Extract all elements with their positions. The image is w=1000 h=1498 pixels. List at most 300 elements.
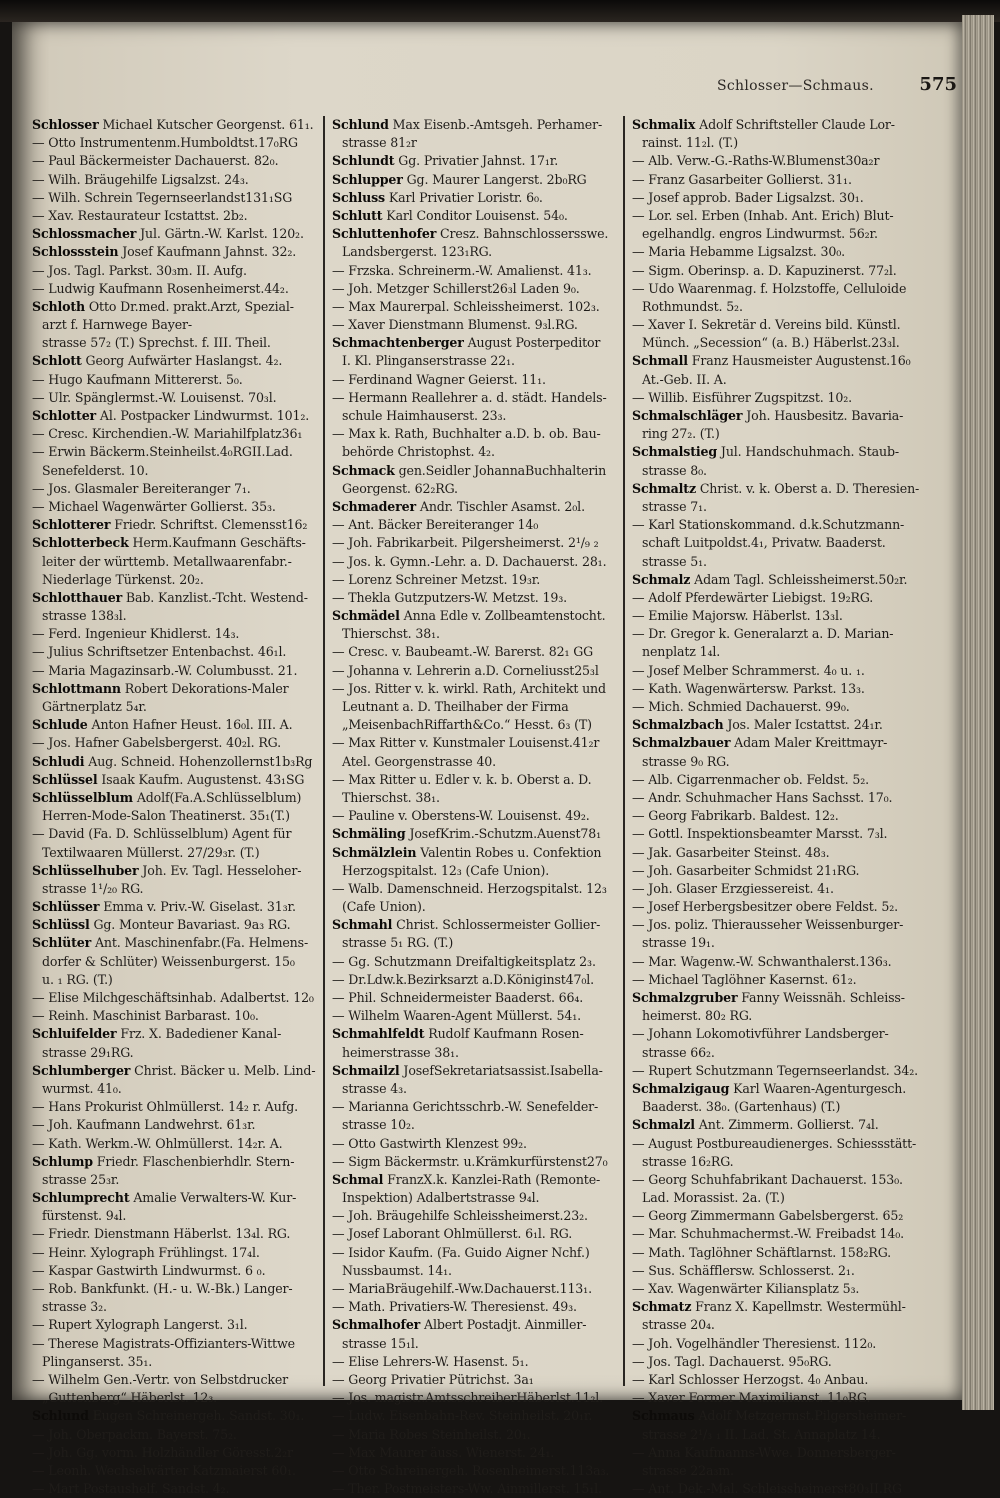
entry-text: Thierschst. 38₁. xyxy=(342,626,440,642)
directory-entry-line xyxy=(332,1444,620,1462)
surname-heading: Schlotterbeck xyxy=(32,535,129,551)
entry-text: — Ludwig Kaufmann Rosenheimerst.44₂. xyxy=(32,280,289,296)
entry-text: strasse 3₂. xyxy=(42,1299,107,1315)
directory-entry-line xyxy=(32,1225,320,1243)
entry-text: Textilwaaren Müllerst. 27/29₃r. (T.) xyxy=(42,844,260,860)
directory-entry-line xyxy=(632,1298,920,1316)
entry-text: — Heinr. Xylograph Frühlingst. 17₄l. xyxy=(32,1244,260,1260)
directory-entry-line xyxy=(632,498,920,516)
entry-text: — Max Ritter v. Kunstmaler Louisenst.41₂r xyxy=(332,735,600,751)
entry-text: fürstenst. 9₄l. xyxy=(42,1208,127,1224)
entry-text: strasse 1¹/₂₀ RG. xyxy=(42,880,144,896)
directory-entry-line xyxy=(332,1062,620,1080)
directory-entry-line xyxy=(32,189,320,207)
directory-entry-line xyxy=(332,334,620,352)
entry-text: — Reinh. Maschinist Barbarast. 10₀. xyxy=(32,1008,259,1024)
surname-heading: Schlotthauer xyxy=(32,589,123,605)
entry-text: strasse 15₁l. xyxy=(342,1335,419,1351)
directory-entry-line xyxy=(632,753,920,771)
directory-entry-line xyxy=(32,1407,320,1425)
directory-entry-line xyxy=(332,1116,620,1134)
directory-entry-line xyxy=(332,171,620,189)
entry-text: Adolf Schriftsteller Claude Lor- xyxy=(695,117,895,132)
entry-text: — Ther. Postmeisters-Ww. Ainmillerst. 15₁l. xyxy=(332,1481,602,1497)
entry-text: — Therese Magistrats-Offizianters-Wittwe xyxy=(32,1335,295,1351)
surname-heading: Schlotterer xyxy=(32,517,111,533)
entry-text: Rudolf Kaufmann Rosen- xyxy=(424,1026,584,1042)
entry-text: strasse 2¹/₃ ₁ II. Lad. St. Annaplatz 14. xyxy=(642,1426,881,1442)
directory-entry-line xyxy=(632,316,920,334)
column-3 xyxy=(632,116,920,1497)
directory-entry-line xyxy=(632,716,920,734)
surname-heading: Schmahlfeldt xyxy=(332,1026,425,1042)
directory-entry-line xyxy=(32,698,320,716)
directory-entry-line xyxy=(32,862,320,880)
surname-heading: Schlott xyxy=(32,353,82,369)
directory-entry-line xyxy=(32,1280,320,1298)
entry-text: Senefelderst. 10. xyxy=(42,462,149,478)
page-header xyxy=(717,74,957,100)
directory-entry-line xyxy=(32,625,320,643)
entry-text: — Jos. Tagl. Parkst. 30₃m. II. Aufg. xyxy=(32,262,247,278)
entry-text: — Sigm Bäckermstr. u.Krämkurfürstenst27₀ xyxy=(332,1153,608,1169)
surname-heading: Schmall xyxy=(632,353,688,369)
surname-heading: Schmal xyxy=(332,1171,384,1187)
entry-text: strasse 57₂ (T.) Sprechst. f. III. Theil. xyxy=(42,335,271,351)
surname-heading: Schlotter xyxy=(32,408,97,423)
entry-text: schule Haimhauserst. 23₃. xyxy=(342,408,507,423)
entry-text: Andr. Tischler Asamst. 2₀l. xyxy=(416,498,585,514)
entry-text: At.-Geb. II. A. xyxy=(642,371,727,387)
surname-heading: Schluifelder xyxy=(32,1026,117,1042)
directory-entry-line xyxy=(632,825,920,843)
directory-entry-line xyxy=(332,1262,620,1280)
entry-text: — Elise Lehrers-W. Hasenst. 5₁. xyxy=(332,1353,529,1369)
directory-entry-line xyxy=(632,1353,920,1371)
directory-entry-line xyxy=(632,1153,920,1171)
directory-entry-line xyxy=(32,516,320,534)
entry-text: Friedr. Schriftst. Clemensst16₂ xyxy=(110,517,308,533)
directory-entry-line xyxy=(32,934,320,952)
entry-text: arzt f. Harnwege Bayer- xyxy=(42,317,192,333)
directory-entry-line xyxy=(632,1262,920,1280)
surname-heading: Schmalstieg xyxy=(632,444,718,460)
surname-heading: Schlüssl xyxy=(32,917,90,933)
directory-entry-line xyxy=(332,1353,620,1371)
directory-entry-line xyxy=(32,225,320,243)
directory-entry-line xyxy=(32,116,320,134)
directory-entry-line xyxy=(332,1025,620,1043)
entry-text: — Georg Fabrikarb. Baldest. 12₂. xyxy=(632,808,839,824)
directory-entry-line xyxy=(32,498,320,516)
surname-heading: Schluss xyxy=(332,189,385,205)
directory-entry-line xyxy=(632,462,920,480)
entry-text: — Xav. Restaurateur Icstattst. 2b₂. xyxy=(32,207,248,223)
directory-entry-line xyxy=(632,1316,920,1334)
entry-text: Gg. Maurer Langerst. 2b₀RG xyxy=(402,171,587,187)
entry-text: strasse 81₂r xyxy=(342,135,417,151)
directory-entry-line xyxy=(632,1116,920,1134)
entry-text: Isaak Kaufm. Augustenst. 43₁SG xyxy=(97,771,305,787)
directory-entry-line xyxy=(632,243,920,261)
entry-text: — Julius Schriftsetzer Entenbachst. 46₁l. xyxy=(32,644,287,660)
entry-text: — Ludw. Eisenbahn-Rev. Steinheilst. 20₁r. xyxy=(332,1408,593,1424)
entry-text: Adolf(Fa.A.Schlüsselblum) xyxy=(132,789,302,805)
directory-entry-line xyxy=(332,1244,620,1262)
entry-text: — Georg Privatier Pütrichst. 3a₁ xyxy=(332,1371,534,1387)
entry-text: Nussbaumst. 14₁. xyxy=(342,1262,452,1278)
directory-entry-line xyxy=(32,462,320,480)
directory-entry-line xyxy=(332,534,620,552)
column-1 xyxy=(32,116,320,1497)
entry-text: Ant. Zimmerm. Gollierst. 7₄l. xyxy=(694,1117,879,1133)
entry-text: strasse 8₀. xyxy=(642,462,707,478)
column-rule xyxy=(323,116,325,1386)
directory-entry-line xyxy=(632,1480,920,1498)
entry-text: egelhandlg. engros Lindwurmst. 56₂r. xyxy=(642,226,878,242)
directory-entry-line xyxy=(32,844,320,862)
surname-heading: Schlossmacher xyxy=(32,226,137,242)
entry-text: Valentin Robes u. Confektion xyxy=(416,844,602,860)
entry-text: rainst. 11₂l. (T.) xyxy=(642,135,738,151)
surname-heading: Schmaderer xyxy=(332,498,417,514)
entry-text: schaft Luitpoldst.4₁, Privatw. Baaderst. xyxy=(642,535,886,551)
directory-entry-line xyxy=(332,698,620,716)
entry-text: — Maria Hebamme Ligsalzst. 30₀. xyxy=(632,244,845,260)
entry-text: strasse 20₄. xyxy=(642,1317,715,1333)
directory-entry-line xyxy=(32,443,320,461)
directory-entry-line xyxy=(332,1189,620,1207)
directory-entry-line xyxy=(632,953,920,971)
entry-text: — Otto Instrumentenm.Humboldtst.17₀RG xyxy=(32,135,298,151)
entry-text: Al. Postpacker Lindwurmst. 101₂. xyxy=(96,408,310,423)
directory-entry-line xyxy=(332,516,620,534)
directory-entry-line xyxy=(632,989,920,1007)
entry-text: strasse 29₁RG. xyxy=(42,1044,134,1060)
entry-text: Gärtnerplatz 5₄r. xyxy=(42,699,147,714)
entry-text: — Joh. Glaser Erzgiessereist. 4₁. xyxy=(632,880,834,896)
surname-heading: Schlüter xyxy=(32,935,92,951)
directory-entry-line xyxy=(32,262,320,280)
entry-text: — Otto Schreinergeh. Rosenheimerst.113a₃. xyxy=(332,1462,610,1478)
directory-entry-line xyxy=(332,262,620,280)
entry-text: Niederlage Türkenst. 20₂. xyxy=(42,571,204,587)
entry-text: — Otto Gastwirth Klenzest 99₂. xyxy=(332,1135,527,1151)
directory-entry-line xyxy=(632,1135,920,1153)
page-number: 575 xyxy=(919,74,957,95)
surname-heading: Schmalzbach xyxy=(632,717,724,733)
directory-entry-line xyxy=(632,389,920,407)
surname-heading: Schlossstein xyxy=(32,244,119,260)
directory-entry-line xyxy=(32,371,320,389)
directory-entry-line xyxy=(332,225,620,243)
entry-text: Albert Postadjt. Ainmiller- xyxy=(420,1317,587,1333)
directory-entry-line xyxy=(32,480,320,498)
entry-text: „MeisenbachRiffarth&Co.“ Hesst. 6₃ (T) xyxy=(342,717,592,733)
entry-text: — Alb. Verw.-G.-Raths-W.Blumenst30a₂r xyxy=(632,153,880,169)
entry-text: — Cresc. Kirchendien.-W. Mariahilfplatz36₁ xyxy=(32,426,303,442)
directory-entry-line xyxy=(632,171,920,189)
directory-entry-line xyxy=(32,316,320,334)
entry-text: — Joh. Gasarbeiter Schmidst 21₁RG. xyxy=(632,862,860,878)
entry-text: — Gottl. Inspektionsbeamter Marsst. 7₃l. xyxy=(632,826,888,842)
directory-entry-line xyxy=(32,1207,320,1225)
directory-entry-line xyxy=(632,1244,920,1262)
entry-text: — Georg Schuhfabrikant Dachauerst. 153₀. xyxy=(632,1171,903,1187)
entry-text: wurmst. 41₀. xyxy=(42,1080,122,1096)
entry-text: Inspektion) Adalbertstrasse 9₄l. xyxy=(342,1190,540,1206)
directory-entry-line xyxy=(32,1025,320,1043)
entry-text: August Posterpeditor xyxy=(463,335,601,351)
directory-entry-line xyxy=(332,916,620,934)
directory-entry-line xyxy=(32,1153,320,1171)
entry-text: — Maria Robes Steinheilst. 20₁. xyxy=(332,1426,531,1442)
entry-text: — Joh. Gg. vorm. Holzhändler Göresst.2₂r xyxy=(32,1444,293,1460)
entry-text: Herzogspitalst. 12₃ (Cafe Union). xyxy=(342,862,550,878)
entry-text: u. ₁ RG. (T.) xyxy=(42,971,113,987)
directory-entry-line xyxy=(32,734,320,752)
directory-entry-line xyxy=(632,280,920,298)
directory-entry-line xyxy=(332,189,620,207)
directory-entry-line xyxy=(32,753,320,771)
entry-text: — Mich. Schmied Dachauerst. 99₀. xyxy=(632,699,850,714)
entry-text: — Gg. Schutzmann Dreifaltigkeitsplatz 2₃. xyxy=(332,953,596,969)
entry-text: — Lor. sel. Erben (Inhab. Ant. Erich) Blut- xyxy=(632,207,894,223)
entry-text: Aug. Schneid. Hohenzollernst1b₃Rg xyxy=(84,753,313,769)
directory-entry-line xyxy=(632,1044,920,1062)
surname-heading: Schlüsselhuber xyxy=(32,862,139,878)
surname-heading: Schmatz xyxy=(632,1299,692,1315)
entry-text: (Cafe Union). xyxy=(342,899,426,915)
directory-entry-line xyxy=(332,407,620,425)
entry-text: — Xaver Dienstmann Blumenst. 9₃l.RG. xyxy=(332,317,578,333)
entry-text: JosefKrim.-Schutzm.Auenst78₁ xyxy=(405,826,602,842)
entry-text: Georg Aufwärter Haslangst. 4₂. xyxy=(81,353,283,369)
entry-text: — Sigm. Oberinsp. a. D. Kapuzinerst. 77₂l. xyxy=(632,262,897,278)
surname-heading: Schlüsselblum xyxy=(32,789,133,805)
surname-heading: Schmaus xyxy=(632,1408,695,1424)
surname-heading: Schlupper xyxy=(332,171,403,187)
column-rule xyxy=(623,116,625,1386)
entry-text: Joh. Ev. Tagl. Hesseloher- xyxy=(138,862,302,878)
entry-text: „Guttenberg“ Häberlst. 12₃. xyxy=(42,1390,218,1406)
directory-entry-line xyxy=(632,1407,920,1425)
surname-heading: Schmälzlein xyxy=(332,844,417,860)
directory-entry-line xyxy=(32,1316,320,1334)
column-2 xyxy=(332,116,620,1497)
surname-heading: Schlüsser xyxy=(32,899,100,915)
entry-text: — Xaver I. Sekretär d. Vereins bild. Künstl. xyxy=(632,317,901,333)
directory-entry-line xyxy=(32,1444,320,1462)
entry-text: — Udo Waarenmag. f. Holzstoffe, Celluloide xyxy=(632,280,907,296)
entry-text: — Walb. Damenschneid. Herzogspitalst. 12₃ xyxy=(332,880,607,896)
entry-text: Landsbergerst. 123₁RG. xyxy=(342,244,492,260)
directory-entry-line xyxy=(32,553,320,571)
directory-entry-line xyxy=(332,1480,620,1498)
directory-entry-line xyxy=(32,1426,320,1444)
entry-text: strasse 66₂. xyxy=(642,1044,715,1060)
directory-entry-line xyxy=(632,1444,920,1462)
directory-entry-line xyxy=(332,116,620,134)
directory-entry-line xyxy=(32,1462,320,1480)
directory-entry-line xyxy=(632,643,920,661)
entry-text: — Johann Lokomotivführer Landsberger- xyxy=(632,1026,889,1042)
directory-entry-line xyxy=(332,571,620,589)
entry-text: Münch. „Secession“ (a. B.) Häberlst.23₃l. xyxy=(642,335,900,351)
directory-entry-line xyxy=(32,1062,320,1080)
directory-entry-line xyxy=(32,607,320,625)
entry-text: — Wilhelm Waaren-Agent Müllerst. 54₁. xyxy=(332,1008,581,1024)
directory-entry-line xyxy=(32,207,320,225)
entry-text: — Marianna Gerichtsschrb.-W. Senefelder- xyxy=(332,1099,599,1115)
directory-entry-line xyxy=(332,280,620,298)
surname-heading: Schmailzl xyxy=(332,1062,400,1078)
directory-entry-line xyxy=(632,1225,920,1243)
directory-entry-line xyxy=(32,1116,320,1134)
entry-text: Amalie Verwalters-W. Kur- xyxy=(129,1190,297,1206)
directory-entry-line xyxy=(32,1298,320,1316)
directory-entry-line xyxy=(332,443,620,461)
entry-text: Gg. Privatier Jahnst. 17₁r. xyxy=(394,153,559,169)
directory-entry-line xyxy=(332,1316,620,1334)
directory-entry-line xyxy=(632,425,920,443)
directory-entry-line xyxy=(332,1335,620,1353)
entry-text: Josef Kaufmann Jahnst. 32₂. xyxy=(118,244,297,260)
directory-entry-line xyxy=(32,680,320,698)
entry-text: — Wilh. Schrein Tegernseerlandst131₁SG xyxy=(32,189,293,205)
directory-entry-line xyxy=(32,389,320,407)
directory-entry-line xyxy=(632,680,920,698)
entry-text: — Karl Schlosser Herzogst. 4₀ Anbau. xyxy=(632,1371,869,1387)
entry-text: — Rupert Schutzmann Tegernseerlandst. 34₂. xyxy=(632,1062,918,1078)
entry-text: strasse 16₂RG. xyxy=(642,1153,734,1169)
directory-entry-line xyxy=(32,1353,320,1371)
entry-text: Christ. Schlossermeister Gollier- xyxy=(392,917,601,933)
directory-entry-line xyxy=(32,771,320,789)
directory-entry-line xyxy=(632,698,920,716)
entry-text: Christ. v. k. Oberst a. D. Theresien- xyxy=(695,480,920,496)
entry-text: — Jos. Tagl. Dachauerst. 95₀RG. xyxy=(632,1353,832,1369)
directory-entry-line xyxy=(332,352,620,370)
directory-entry-line xyxy=(332,1098,620,1116)
directory-entry-line xyxy=(332,953,620,971)
entry-text: leiter der württemb. Metallwaarenfabr.- xyxy=(42,553,292,569)
directory-entry-line xyxy=(332,1389,620,1407)
directory-entry-line xyxy=(332,716,620,734)
directory-entry-line xyxy=(32,298,320,316)
entry-text: — Kath. Werkm.-W. Ohlmüllerst. 14₂r. A. xyxy=(32,1135,283,1151)
directory-entry-line xyxy=(32,425,320,443)
directory-entry-line xyxy=(332,1298,620,1316)
entry-text: Ant. Maschinenfabr.(Fa. Helmens- xyxy=(91,935,309,951)
entry-text: — Johanna v. Lehrerin a.D. Corneliusst25₃l xyxy=(332,662,599,678)
entry-text: Franz Hausmeister Augustenst.16₀ xyxy=(687,353,911,369)
entry-text: strasse 138₃l. xyxy=(42,608,127,624)
entry-text: strasse 7₁. xyxy=(642,498,707,514)
entry-text: Friedr. Flaschenbierhdlr. Stern- xyxy=(92,1153,295,1169)
entry-text: — Andr. Schuhmacher Hans Sachsst. 17₀. xyxy=(632,789,893,805)
entry-text: Karl Privatier Loristr. 6₀. xyxy=(385,189,543,205)
directory-entry-line xyxy=(32,1044,320,1062)
directory-entry-line xyxy=(32,1135,320,1153)
entry-text: — Math. Taglöhner Schäftlarnst. 158₂RG. xyxy=(632,1244,892,1260)
entry-text: — Joh. Oberpackm. Bayerst. 75₂. xyxy=(32,1426,237,1442)
entry-text: — Elise Milchgeschäftsinhab. Adalbertst. 12₀ xyxy=(32,990,314,1005)
entry-text: strasse 5₁ RG. (T.) xyxy=(342,935,454,951)
directory-entry-line xyxy=(332,825,620,843)
entry-text: I. Kl. Plinganserstrasse 22₁. xyxy=(342,353,515,369)
entry-text: dorfer & Schlüter) Weissenburgerst. 15₀ xyxy=(42,953,295,969)
entry-text: behörde Christophst. 4₂. xyxy=(342,444,495,460)
scan-top-edge xyxy=(0,0,1000,22)
entry-text: — Xav. Wagenwärter Kiliansplatz 5₃. xyxy=(632,1281,860,1296)
directory-entry-line xyxy=(332,844,620,862)
entry-text: — Max Ritter u. Edler v. k. b. Oberst a. D. xyxy=(332,771,592,787)
directory-entry-line xyxy=(632,625,920,643)
directory-entry-line xyxy=(32,898,320,916)
directory-entry-line xyxy=(32,662,320,680)
directory-entry-line xyxy=(632,407,920,425)
directory-entry-line xyxy=(632,152,920,170)
entry-text: heimerstrasse 38₁. xyxy=(342,1044,459,1060)
directory-entry-line xyxy=(332,1225,620,1243)
directory-entry-line xyxy=(332,643,620,661)
entry-text: strasse 22a₃m. xyxy=(642,1462,734,1478)
surname-heading: Schlund xyxy=(332,117,389,132)
entry-text: — Dr. Gregor k. Generalarzt a. D. Marian- xyxy=(632,626,894,642)
directory-entry-line xyxy=(632,1462,920,1480)
entry-text: — Josef Laborant Ohlmüllerst. 6₁l. RG. xyxy=(332,1226,573,1242)
page-stack-edge xyxy=(962,15,994,1410)
entry-text: Christ. Bäcker u. Melb. Lind- xyxy=(130,1062,316,1078)
directory-entry-line xyxy=(632,844,920,862)
entry-text: — Ant. Dek.-Mal. Schleissheimerst80₃II.RG xyxy=(632,1481,902,1497)
directory-entry-line xyxy=(632,207,920,225)
directory-entry-line xyxy=(332,1044,620,1062)
directory-entry-line xyxy=(332,771,620,789)
surname-heading: Schmachtenberger xyxy=(332,335,464,351)
directory-entry-line xyxy=(32,916,320,934)
directory-entry-line xyxy=(632,607,920,625)
directory-entry-line xyxy=(332,152,620,170)
entry-text: — Joh. Fabrikarbeit. Pilgersheimerst. 2¹/₉ ₂ xyxy=(332,535,599,551)
surname-heading: Schmalhofer xyxy=(332,1317,421,1333)
directory-entry-line xyxy=(32,1189,320,1207)
entry-text: Atel. Georgenstrasse 40. xyxy=(342,753,497,769)
entry-text: — Mar. Wagenw.-W. Schwanthalerst.136₃. xyxy=(632,953,892,969)
entry-text: — Jos. k. Gymn.-Lehr. a. D. Dachauerst. 28₁. xyxy=(332,553,607,569)
directory-entry-line xyxy=(632,189,920,207)
directory-entry-line xyxy=(632,1207,920,1225)
directory-entry-line xyxy=(332,243,620,261)
entry-text: — Phil. Schneidermeister Baaderst. 66₄. xyxy=(332,990,584,1005)
entry-text: — Joh. Vogelhändler Theresienst. 112₀. xyxy=(632,1335,877,1351)
directory-entry-line xyxy=(32,134,320,152)
entry-text: — Kaspar Gastwirth Lindwurmst. 6 ₀. xyxy=(32,1262,266,1278)
directory-entry-line xyxy=(632,589,920,607)
entry-text: Karl Waaren-Agenturgesch. xyxy=(729,1080,907,1096)
directory-entry-line xyxy=(32,1244,320,1262)
entry-text: strasse 10₂. xyxy=(342,1117,415,1133)
directory-entry-line xyxy=(632,371,920,389)
entry-text: — Adolf Pferdewärter Liebigst. 19₂RG. xyxy=(632,589,874,605)
entry-text: Jul. Gärtn.-W. Karlst. 120₂. xyxy=(136,226,304,242)
directory-entry-line xyxy=(632,807,920,825)
entry-text: — Jak. Gasarbeiter Steinst. 48₃. xyxy=(632,844,830,860)
entry-text: — Emilie Majorsw. Häberlst. 13₃l. xyxy=(632,608,843,624)
directory-entry-line xyxy=(332,298,620,316)
entry-text: — Josef approb. Bader Ligsalzst. 30₁. xyxy=(632,189,864,205)
